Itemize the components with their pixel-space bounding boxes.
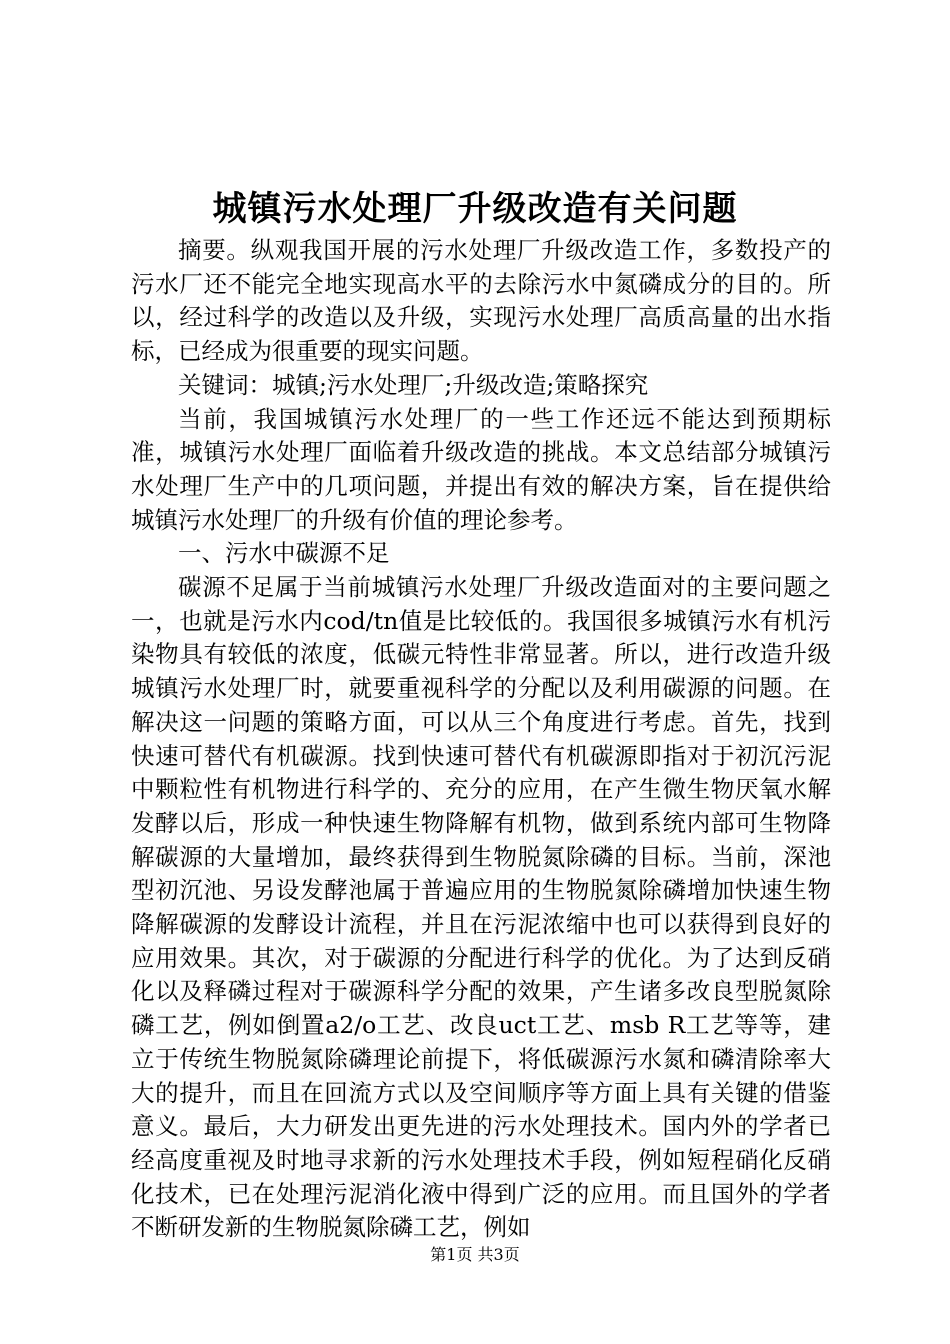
body-paragraph: 碳源不足属于当前城镇污水处理厂升级改造面对的主要问题之一，也就是污水内cod/tn值是比较低的。我国很多城镇污水有机污染物具有较低的浓度，低碳元特性非常显著。所以，进行改造升级城镇污水处理厂时，就要重视科学的分配以及利用碳源的问题。在解决这一问题的策略方面，可以从三个角度进行考虑。首先，找到快速可替代有机碳源。找到快速可替代有机碳源即指对于初沉污泥中颗粒性有机物进行科学的、充分的应用，在产生微生物厌氧水解发酵以后，形成一种快速生物降解有机物，做到系统内部可生物降解碳源的大量增加，最终获得到生物脱氮除磷的目标。当前，深池型初沉池、另设发酵池属于普遍应用的生物脱氮除磷增加快速生物降解碳源的发酵设计流程，并且在污泥浓缩中也可以获得到良好的应用效果。其次，对于碳源的分配进行科学的优化。为了达到反硝化以及释磷过程对于碳源科学分配的效果，产生诸多改良型脱氮除磷工艺，例如倒置a2/o工艺、改良uct工艺、msb R工艺等等，建立于传统生物脱氮除磷理论前提下，将低碳源污水氮和磷清除率大大的提升，而且在回流方式以及空间顺序等方面上具有关键的借鉴意义。最后，大力研发出更先进的污水处理技术。国内外的学者已经高度重视及时地寻求新的污水处理技术手段，例如短程硝化反硝化技术，已在处理污泥消化液中得到广泛的应用。而且国外的学者不断研发新的生物脱氮除磷工艺，例如 — [131, 573, 831, 1242]
intro-paragraph: 当前，我国城镇污水处理厂的一些工作还远不能达到预期标准，城镇污水处理厂面临着升级改造的挑战。本文总结部分城镇污水处理厂生产中的几项问题，并提出有效的解决方案，旨在提供给城镇污水处理厂的升级有价值的理论参考。 — [131, 404, 831, 534]
document-title: 城镇污水处理厂升级改造有关问题 — [212, 189, 738, 229]
page-footer: 第1页 共3页 — [430, 1245, 520, 1264]
abstract-paragraph: 摘要。纵观我国开展的污水处理厂升级改造工作，多数投产的污水厂还不能完全地实现高水平的去除污水中氮磷成分的目的。所以，经过科学的改造以及升级，实现污水处理厂高质高量的出水指标，已经成为很重要的现实问题。 — [131, 236, 831, 366]
section-heading: 一、污水中碳源不足 — [178, 539, 390, 568]
keywords-paragraph: 关键词：城镇;污水处理厂;升级改造;策略探究 — [178, 370, 649, 399]
document-body — [131, 234, 831, 1245]
